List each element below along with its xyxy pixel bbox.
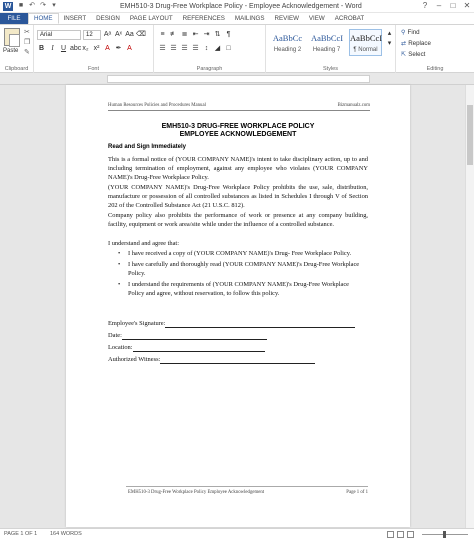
styles-group-label: Styles <box>323 66 338 72</box>
style-name: Heading 7 <box>312 47 341 53</box>
style-heading-7[interactable] <box>310 29 343 56</box>
editing-group-label: Editing <box>426 66 444 72</box>
acknowledgement-list <box>116 249 366 300</box>
word-app-icon: W <box>4 3 12 10</box>
title-bar <box>0 0 474 13</box>
clipboard-group <box>0 25 34 73</box>
style-heading-2[interactable] <box>271 29 304 56</box>
bullet-icon: • <box>118 261 121 268</box>
line-spacing-icon[interactable]: ↕ <box>204 45 209 52</box>
horizontal-ruler[interactable] <box>0 73 474 85</box>
show-marks-icon[interactable]: ¶ <box>226 31 231 38</box>
tab-insert[interactable]: INSERT <box>63 15 87 22</box>
replace-label: Replace <box>408 40 431 47</box>
clipboard-group-label: Clipboard <box>4 66 29 72</box>
footer-divider <box>126 486 368 487</box>
view-buttons <box>387 531 414 538</box>
justify-icon[interactable]: ☰ <box>192 45 199 52</box>
sort-icon[interactable]: ⇅ <box>214 31 221 38</box>
document-subtitle: EMPLOYEE ACKNOWLEDGEMENT <box>179 131 297 138</box>
find-button[interactable] <box>401 29 420 36</box>
select-button[interactable] <box>401 51 425 58</box>
ruler-text-area <box>107 75 370 83</box>
replace-icon: ⇄ <box>401 40 407 47</box>
underline-icon[interactable]: U <box>60 45 67 52</box>
scrollbar-thumb[interactable] <box>467 105 473 165</box>
paragraph-prohibition: (YOUR COMPANY NAME)'s Drug-Free Workplace Policy prohibits the use, sale, distribution, manufacture or possession of all controlled substances as listed in Schedules I through V of Section 202 of the Controlled Substance Act (21 U.S.C. 812). <box>108 184 368 209</box>
window-controls <box>420 1 472 11</box>
editing-group <box>396 25 474 73</box>
font-group <box>34 25 154 73</box>
subscript-icon[interactable]: x₂ <box>82 45 89 52</box>
agree-intro: I understand and agree that: <box>108 240 179 247</box>
minimize-icon[interactable]: – <box>436 1 442 10</box>
tab-design[interactable]: DESIGN <box>96 15 120 22</box>
tab-page-layout[interactable]: PAGE LAYOUT <box>129 15 173 22</box>
save-icon[interactable]: ■ <box>18 2 24 9</box>
align-center-icon[interactable]: ☰ <box>170 45 177 52</box>
list-item-text: I have carefully and thoroughly read (YOUR COMPANY NAME)'s Drug-Free Workplace Policy. <box>128 261 360 277</box>
web-layout-icon[interactable] <box>407 531 414 538</box>
window-title: EMH510-3 Drug-Free Workplace Policy - Employee Acknowledgement - Word <box>120 3 362 10</box>
bullet-icon: • <box>118 250 121 257</box>
grow-font-icon[interactable]: Aᵃ <box>103 31 112 38</box>
list-item <box>116 260 366 278</box>
multilevel-list-icon[interactable]: ≣ <box>181 31 188 38</box>
location-label: Location: <box>108 344 133 351</box>
read-mode-icon[interactable] <box>387 531 394 538</box>
bullets-icon[interactable]: ≡ <box>160 31 165 38</box>
list-item <box>116 249 366 258</box>
maximize-icon[interactable]: □ <box>450 1 456 10</box>
zoom-slider-knob[interactable] <box>443 531 446 538</box>
list-item-text: I understand the requirements of (YOUR COMPANY NAME)'s Drug-Free Workplace Policy and agree, without reservation, to follow this policy. <box>128 281 350 297</box>
location-underline <box>133 345 265 352</box>
tab-references[interactable]: REFERENCES <box>182 15 225 22</box>
format-painter-icon[interactable]: ✎ <box>24 49 30 56</box>
signature-label: Employee's Signature: <box>108 320 166 327</box>
undo-icon[interactable]: ↶ <box>29 2 35 9</box>
font-color-icon[interactable]: A <box>127 45 132 52</box>
paragraph-group <box>154 25 266 73</box>
tab-file[interactable]: FILE <box>0 13 28 24</box>
style-name: ¶ Normal <box>353 47 378 53</box>
font-group-label: Font <box>87 66 99 72</box>
list-item <box>116 280 366 298</box>
quick-access-toolbar <box>17 2 58 10</box>
select-icon: ⇱ <box>401 51 407 58</box>
style-sample: AaBbCcI <box>350 33 383 43</box>
tab-home[interactable]: HOME <box>28 13 59 24</box>
status-bar <box>0 528 474 539</box>
paragraph-company-policy: Company policy also prohibits the performance of work or presence at any company building, facility, equipment or work area/site while under the influence of a controlled substance. <box>108 212 368 228</box>
change-case-icon[interactable]: Aa <box>125 31 134 38</box>
help-icon[interactable]: ? <box>422 1 428 10</box>
customize-icon[interactable]: ▾ <box>52 2 56 9</box>
font-size-dropdown[interactable]: 12 <box>83 30 101 40</box>
paragraph-notice: This is a formal notice of (YOUR COMPANY NAME)'s intent to take disciplinary action, up to and including termination of employment, against any employee who violates (YOUR COMPANY NAME)'s Drug-Free Workplace Policy. <box>108 156 368 181</box>
print-layout-icon[interactable] <box>397 531 404 538</box>
page-header-left: Human Resources Policies and Procedures Manual <box>108 103 206 108</box>
paragraph-group-label: Paragraph <box>196 66 223 72</box>
header-divider <box>108 110 370 111</box>
strikethrough-icon[interactable]: abc <box>70 45 82 52</box>
tab-acrobat[interactable]: ACROBAT <box>334 15 365 22</box>
find-label: Find <box>407 29 420 36</box>
cut-icon[interactable]: ✂ <box>24 29 30 36</box>
font-format-controls <box>37 44 134 53</box>
font-name-dropdown[interactable]: Arial <box>37 30 81 40</box>
signature-underline <box>165 321 355 328</box>
page-header-right: Bizmanualz.com <box>337 103 370 108</box>
tab-review[interactable]: REVIEW <box>274 15 299 22</box>
shrink-font-icon[interactable]: Aˣ <box>115 31 122 38</box>
tab-mailings[interactable]: MAILINGS <box>234 15 265 22</box>
paste-button[interactable]: Paste <box>3 48 19 54</box>
italic-icon[interactable]: I <box>51 44 54 52</box>
replace-button[interactable] <box>401 40 431 47</box>
document-page[interactable] <box>66 85 410 527</box>
styles-down-icon[interactable]: ▾ <box>387 40 392 47</box>
highlight-icon[interactable]: ✒ <box>115 45 122 52</box>
align-right-icon[interactable]: ☰ <box>181 45 188 52</box>
superscript-icon[interactable]: x² <box>93 45 100 52</box>
find-icon: ⚲ <box>401 29 406 36</box>
decrease-indent-icon[interactable]: ⇤ <box>192 31 199 38</box>
paragraph-list-controls <box>158 30 233 39</box>
style-name: Heading 2 <box>273 47 302 53</box>
style-sample: AaBbCcI <box>311 33 344 43</box>
styles-up-icon[interactable]: ▴ <box>387 30 392 37</box>
page-footer-right: Page 1 of 1 <box>346 490 368 495</box>
borders-icon[interactable]: □ <box>226 45 231 52</box>
text-effects-icon[interactable]: A <box>105 45 110 52</box>
styles-scroll <box>385 29 394 48</box>
select-label: Select <box>408 51 426 58</box>
copy-icon[interactable]: ❐ <box>24 39 31 46</box>
paste-icon[interactable] <box>4 28 20 46</box>
document-title: EMH510-3 DRUG-FREE WORKPLACE POLICY <box>161 123 315 130</box>
ribbon <box>0 25 474 73</box>
numbering-icon[interactable]: ≢ <box>170 31 177 38</box>
page-footer-left: EMH510-3 Drug-Free Workplace Policy Employee Acknowledgement <box>128 490 265 495</box>
close-icon[interactable]: ✕ <box>463 1 471 10</box>
list-item-text: I have received a copy of (YOUR COMPANY NAME)'s Drug- Free Workplace Policy. <box>128 250 352 257</box>
bold-icon[interactable]: B <box>38 45 45 52</box>
clear-formatting-icon[interactable]: ⌫ <box>136 31 146 38</box>
date-underline <box>122 333 267 340</box>
signature-line[interactable] <box>108 319 355 328</box>
align-left-icon[interactable]: ☰ <box>159 45 166 52</box>
page-count-status[interactable]: PAGE 1 OF 1 <box>4 531 38 537</box>
paragraph-align-controls <box>158 44 233 53</box>
tab-view[interactable]: VIEW <box>308 15 325 22</box>
zoom-slider[interactable] <box>422 534 468 535</box>
date-line[interactable] <box>108 331 267 340</box>
word-count-status[interactable]: 164 WORDS <box>50 531 82 537</box>
witness-label: Authorized Witness: <box>108 356 161 363</box>
vertical-scrollbar[interactable] <box>465 85 474 528</box>
section-heading: Read and Sign Immediately <box>108 144 187 150</box>
bullet-icon: • <box>118 281 121 288</box>
location-line[interactable] <box>108 343 265 352</box>
font-size-controls <box>103 30 145 39</box>
style-sample: AaBbCc <box>272 33 303 43</box>
shading-icon[interactable]: ◢ <box>214 45 221 52</box>
style-normal[interactable] <box>349 29 382 56</box>
witness-underline <box>160 357 315 364</box>
ribbon-tabs <box>0 13 474 25</box>
witness-line[interactable] <box>108 355 315 364</box>
styles-group <box>266 25 396 73</box>
increase-indent-icon[interactable]: ⇥ <box>203 31 210 38</box>
redo-icon[interactable]: ↷ <box>40 2 46 9</box>
date-label: Date: <box>108 332 122 339</box>
